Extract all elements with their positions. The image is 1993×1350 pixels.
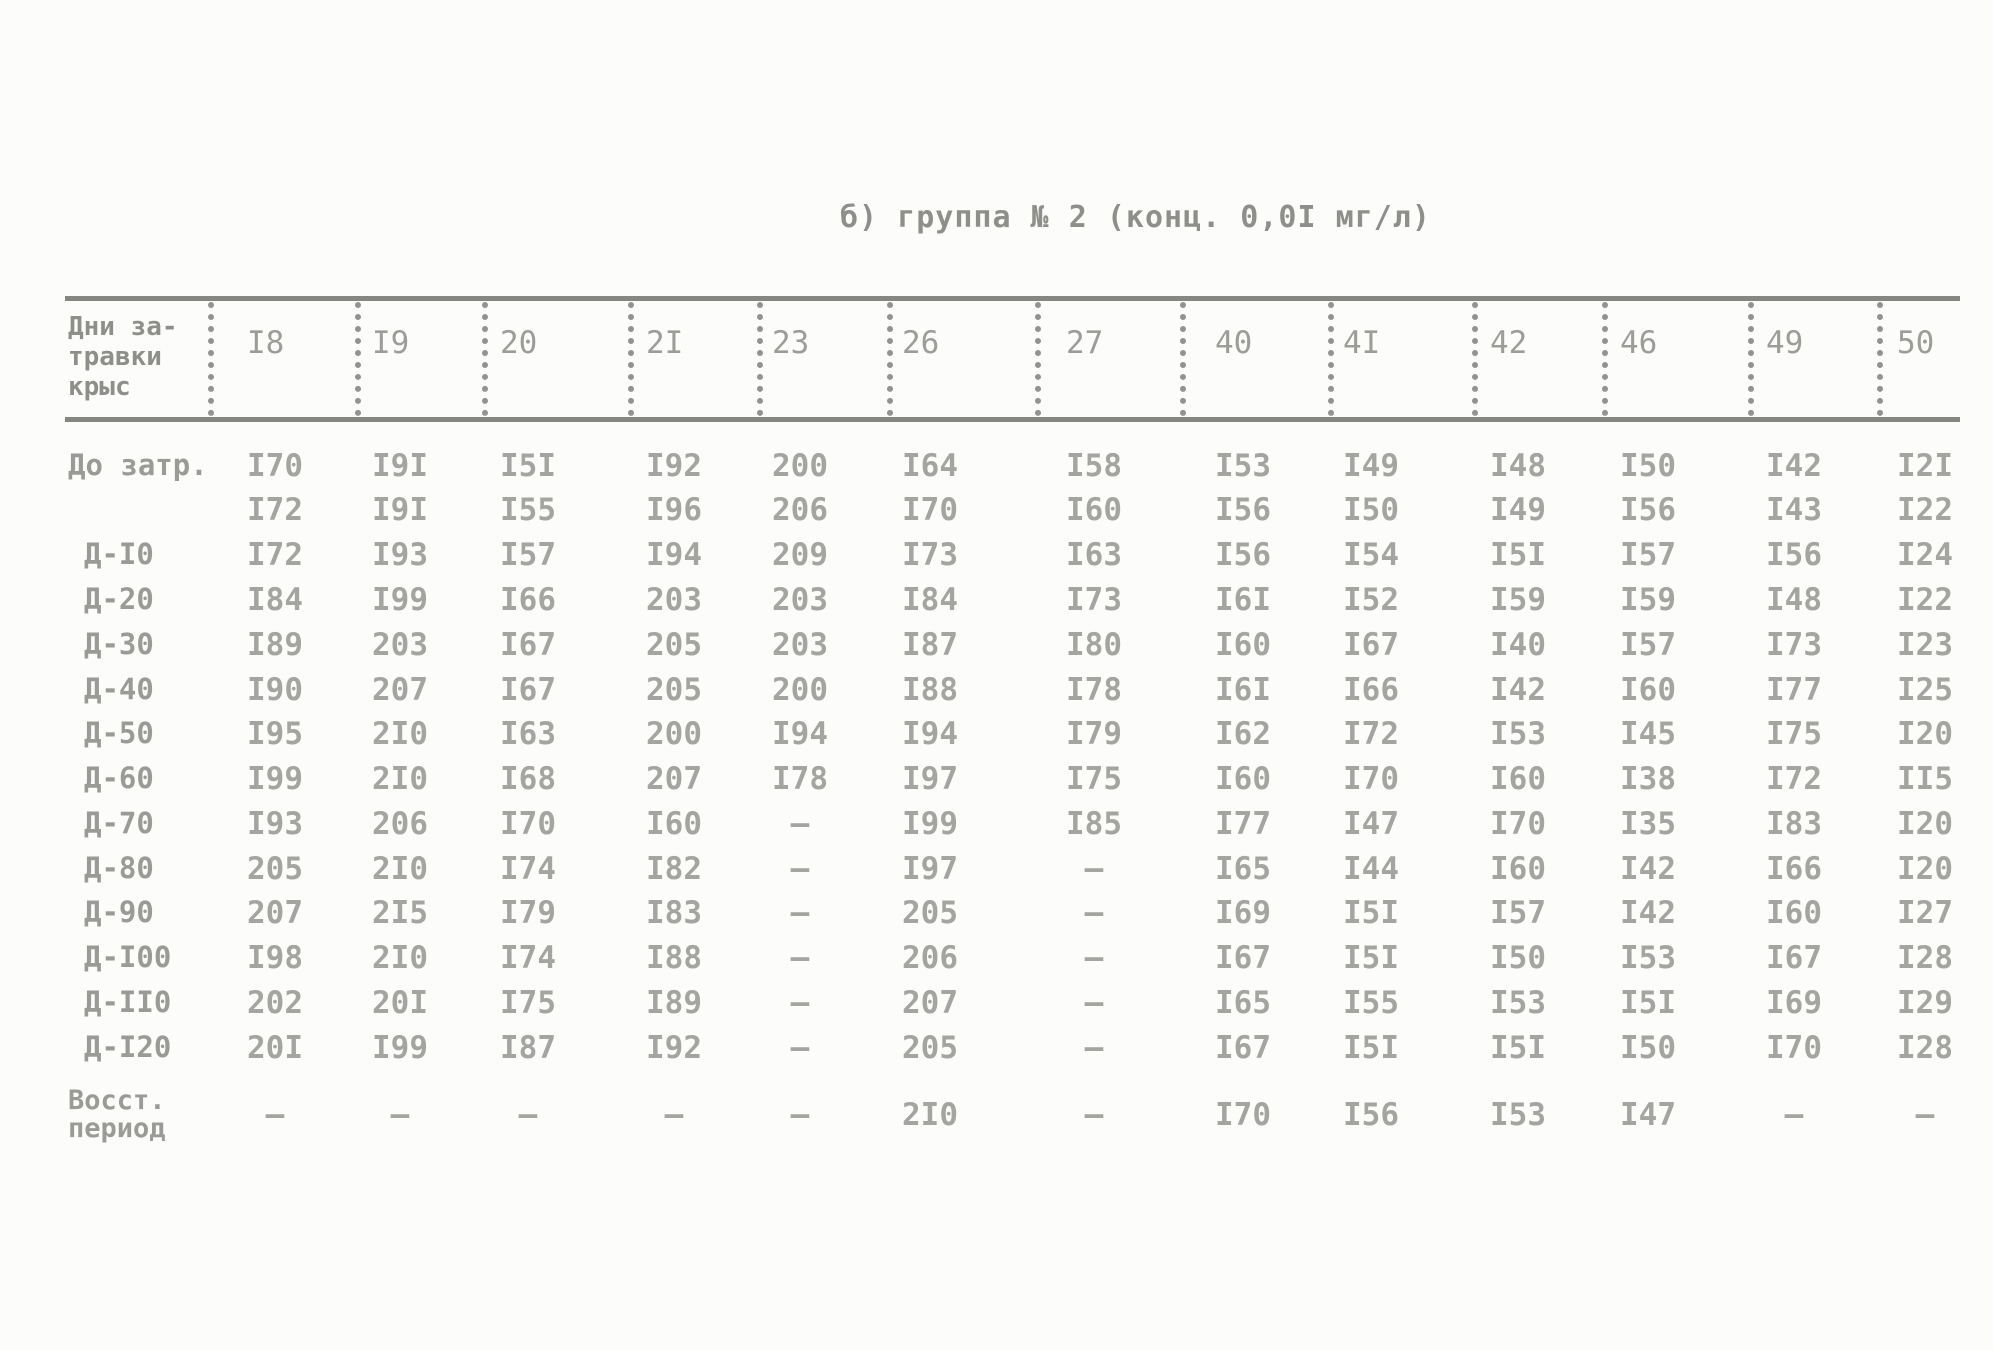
table-cell: I49 (1490, 492, 1546, 528)
table-cell: I83 (1766, 806, 1822, 842)
table-cell: I78 (772, 761, 828, 797)
table-cell: I92 (646, 448, 702, 484)
table-cell: I53 (1490, 1097, 1546, 1133)
table-cell: I80 (1066, 627, 1122, 663)
table-cell: I68 (500, 761, 556, 797)
table-cell: I97 (902, 761, 958, 797)
table-cell: I64 (902, 448, 958, 484)
table-cell: I57 (1620, 627, 1676, 663)
table-cell: I82 (646, 851, 702, 887)
table-cell: I23 (1897, 627, 1953, 663)
table-cell: I75 (500, 985, 556, 1021)
table-cell: I96 (646, 492, 702, 528)
table-cell: I79 (1066, 716, 1122, 752)
table-cell: 207 (902, 985, 958, 1021)
column-header: I8 (247, 325, 285, 361)
table-cell: I5I (1490, 537, 1546, 573)
column-separator (1472, 302, 1478, 416)
table-cell: I20 (1897, 851, 1953, 887)
table-cell: I52 (1343, 582, 1399, 618)
table-cell: I47 (1620, 1097, 1676, 1133)
table-cell: I83 (646, 895, 702, 931)
table-cell: I55 (500, 492, 556, 528)
page-title: б) группа № 2 (конц. 0,0I мг/л) (840, 200, 1431, 235)
row-label: Д-40 (84, 672, 154, 706)
table-cell: 203 (772, 582, 828, 618)
table-cell: I92 (646, 1030, 702, 1066)
table-cell: I57 (1490, 895, 1546, 931)
table-cell: I69 (1766, 985, 1822, 1021)
table-cell: 203 (772, 627, 828, 663)
table-cell: I5I (1620, 985, 1676, 1021)
table-cell: I20 (1897, 806, 1953, 842)
table-cell: – (790, 895, 810, 931)
table-cell: I60 (1066, 492, 1122, 528)
column-separator (1748, 302, 1754, 416)
row-label (68, 1087, 166, 1143)
table-cell: I67 (1343, 627, 1399, 663)
table-cell: I87 (500, 1030, 556, 1066)
table-cell: I67 (1215, 1030, 1271, 1066)
table-cell: I65 (1215, 851, 1271, 887)
table-cell: – (265, 1097, 285, 1133)
table-cell: I9I (372, 448, 428, 484)
table-cell: I99 (372, 1030, 428, 1066)
table-top-rule (65, 296, 1960, 301)
table-cell: 200 (772, 672, 828, 708)
table-cell: I48 (1490, 448, 1546, 484)
table-cell: 209 (772, 537, 828, 573)
table-cell: – (1784, 1097, 1804, 1133)
table-cell: – (790, 985, 810, 1021)
table-cell: 207 (646, 761, 702, 797)
table-cell: I56 (1766, 537, 1822, 573)
table-cell: I5I (1343, 1030, 1399, 1066)
table-cell: I73 (1766, 627, 1822, 663)
table-cell: I59 (1490, 582, 1546, 618)
row-label: Д-I00 (84, 940, 172, 974)
table-cell: II5 (1897, 761, 1953, 797)
table-cell: I56 (1620, 492, 1676, 528)
table-cell: – (790, 940, 810, 976)
table-cell: I72 (247, 492, 303, 528)
table-cell: 2I5 (372, 895, 428, 931)
table-cell: I43 (1766, 492, 1822, 528)
table-cell: I66 (500, 582, 556, 618)
table-cell: I60 (1766, 895, 1822, 931)
table-cell: I99 (902, 806, 958, 842)
table-cell: I94 (772, 716, 828, 752)
table-cell: I24 (1897, 537, 1953, 573)
row-label: Д-20 (84, 582, 154, 616)
column-separator (887, 302, 893, 416)
column-separator (628, 302, 634, 416)
row-label: Д-70 (84, 806, 154, 840)
table-cell: I72 (1343, 716, 1399, 752)
table-cell: I60 (1215, 761, 1271, 797)
table-cell: I5I (1490, 1030, 1546, 1066)
column-separator (1328, 302, 1334, 416)
column-header: 4I (1343, 325, 1381, 361)
table-cell: I60 (646, 806, 702, 842)
table-cell: – (1915, 1097, 1935, 1133)
table-cell: I93 (372, 537, 428, 573)
table-cell: I75 (1066, 761, 1122, 797)
table-header-rule (65, 417, 1960, 422)
table-cell: I58 (1066, 448, 1122, 484)
table-cell: I79 (500, 895, 556, 931)
table-cell: I89 (646, 985, 702, 1021)
column-header: 46 (1620, 325, 1658, 361)
table-cell: – (790, 1097, 810, 1133)
table-cell: 200 (772, 448, 828, 484)
table-cell: I28 (1897, 1030, 1953, 1066)
table-cell: I88 (646, 940, 702, 976)
table-cell: – (1084, 851, 1104, 887)
table-cell: 200 (646, 716, 702, 752)
table-cell: I25 (1897, 672, 1953, 708)
table-cell: I60 (1490, 851, 1546, 887)
table-cell: I70 (500, 806, 556, 842)
table-cell: I85 (1066, 806, 1122, 842)
column-header: 40 (1215, 325, 1253, 361)
table-cell: I42 (1766, 448, 1822, 484)
table-cell: I22 (1897, 492, 1953, 528)
table-cell: I99 (247, 761, 303, 797)
table-cell: I72 (247, 537, 303, 573)
table-cell: I28 (1897, 940, 1953, 976)
table-cell: I69 (1215, 895, 1271, 931)
table-cell: I70 (247, 448, 303, 484)
table-cell: I57 (500, 537, 556, 573)
table-cell: 2I0 (372, 851, 428, 887)
table-cell: I42 (1490, 672, 1546, 708)
column-separator (1035, 302, 1041, 416)
table-cell: I97 (902, 851, 958, 887)
column-header: 49 (1766, 325, 1804, 361)
table-cell: – (790, 806, 810, 842)
table-cell: I87 (902, 627, 958, 663)
table-cell: I73 (902, 537, 958, 573)
table-cell: 205 (646, 672, 702, 708)
table-cell: I63 (1066, 537, 1122, 573)
table-cell: 206 (772, 492, 828, 528)
column-header: 2I (646, 325, 684, 361)
row-label: До затр. (68, 448, 208, 482)
table-cell: I6I (1215, 672, 1271, 708)
row-label: Д-80 (84, 851, 154, 885)
table-cell: I67 (500, 627, 556, 663)
table-cell: I50 (1343, 492, 1399, 528)
table-cell: I53 (1215, 448, 1271, 484)
table-cell: I78 (1066, 672, 1122, 708)
table-cell: I74 (500, 851, 556, 887)
table-cell: I98 (247, 940, 303, 976)
table-cell: I60 (1490, 761, 1546, 797)
table-cell: I65 (1215, 985, 1271, 1021)
table-cell: I9I (372, 492, 428, 528)
table-cell: I60 (1215, 627, 1271, 663)
table-cell: I57 (1620, 537, 1676, 573)
table-cell: I5I (500, 448, 556, 484)
table-cell: I66 (1343, 672, 1399, 708)
table-cell: 206 (372, 806, 428, 842)
table-cell: I77 (1215, 806, 1271, 842)
corner-header-line: травки (68, 342, 162, 372)
row-label: Д-II0 (84, 985, 172, 1019)
table-cell: I6I (1215, 582, 1271, 618)
table-cell: 207 (247, 895, 303, 931)
row-label: Д-I0 (84, 537, 154, 571)
table-cell: I42 (1620, 851, 1676, 887)
table-cell: I48 (1766, 582, 1822, 618)
corner-header (68, 312, 178, 402)
table-cell: 2I0 (372, 761, 428, 797)
table-cell: I27 (1897, 895, 1953, 931)
table-cell: I70 (1215, 1097, 1271, 1133)
table-cell: – (1084, 1097, 1104, 1133)
table-cell: I84 (902, 582, 958, 618)
column-separator (1877, 302, 1883, 416)
table-cell: I59 (1620, 582, 1676, 618)
table-cell: I44 (1343, 851, 1399, 887)
table-cell: I22 (1897, 582, 1953, 618)
table-cell: I70 (902, 492, 958, 528)
table-cell: I94 (646, 537, 702, 573)
column-header: I9 (372, 325, 410, 361)
row-label: Д-50 (84, 716, 154, 750)
column-separator (208, 302, 214, 416)
table-cell: 205 (646, 627, 702, 663)
table-cell: I5I (1343, 940, 1399, 976)
table-cell: I99 (372, 582, 428, 618)
table-cell: 2I0 (902, 1097, 958, 1133)
row-label-line: Восст. (68, 1085, 166, 1116)
table-cell: 207 (372, 672, 428, 708)
table-cell: 203 (646, 582, 702, 618)
table-cell: 2I0 (372, 940, 428, 976)
table-cell: I93 (247, 806, 303, 842)
table-cell: I67 (1215, 940, 1271, 976)
table-cell: 20I (372, 985, 428, 1021)
corner-header-line: Дни за- (68, 312, 178, 342)
table-cell: I66 (1766, 851, 1822, 887)
column-separator (1180, 302, 1186, 416)
table-cell: – (1084, 895, 1104, 931)
table-cell: I63 (500, 716, 556, 752)
table-cell: I53 (1490, 716, 1546, 752)
corner-header-line: крыс (68, 372, 131, 402)
row-label: Д-I20 (84, 1030, 172, 1064)
table-cell: I94 (902, 716, 958, 752)
table-cell: – (790, 1030, 810, 1066)
table-cell: I5I (1343, 895, 1399, 931)
table-cell: I88 (902, 672, 958, 708)
column-header: 42 (1490, 325, 1528, 361)
table-cell: I89 (247, 627, 303, 663)
table-cell: 2I0 (372, 716, 428, 752)
table-cell: I77 (1766, 672, 1822, 708)
table-cell: I50 (1490, 940, 1546, 976)
table-cell: I55 (1343, 985, 1399, 1021)
table-cell: I72 (1766, 761, 1822, 797)
table-cell: I70 (1766, 1030, 1822, 1066)
table-cell: 206 (902, 940, 958, 976)
column-separator (1602, 302, 1608, 416)
table-cell: I20 (1897, 716, 1953, 752)
table-cell: 203 (372, 627, 428, 663)
table-cell: – (1084, 1030, 1104, 1066)
table-cell: I56 (1215, 537, 1271, 573)
column-separator (355, 302, 361, 416)
table-cell: I29 (1897, 985, 1953, 1021)
table-cell: – (518, 1097, 538, 1133)
table-cell: 205 (902, 1030, 958, 1066)
table-cell: 205 (247, 851, 303, 887)
column-separator (757, 302, 763, 416)
table-cell: – (790, 851, 810, 887)
table-cell: I50 (1620, 1030, 1676, 1066)
table-cell: 205 (902, 895, 958, 931)
table-cell: I45 (1620, 716, 1676, 752)
table-cell: I40 (1490, 627, 1546, 663)
table-cell: I67 (500, 672, 556, 708)
table-cell: – (1084, 940, 1104, 976)
table-cell: I60 (1620, 672, 1676, 708)
table-cell: – (1084, 985, 1104, 1021)
column-separator (482, 302, 488, 416)
table-cell: I56 (1215, 492, 1271, 528)
table-cell: I84 (247, 582, 303, 618)
table-cell: I54 (1343, 537, 1399, 573)
column-header: 26 (902, 325, 940, 361)
table-cell: I95 (247, 716, 303, 752)
table-cell: I70 (1490, 806, 1546, 842)
table-cell: I53 (1620, 940, 1676, 976)
table-cell: I75 (1766, 716, 1822, 752)
table-cell: I38 (1620, 761, 1676, 797)
table-cell: I35 (1620, 806, 1676, 842)
column-header: 23 (772, 325, 810, 361)
column-header: 27 (1066, 325, 1104, 361)
table-cell: I62 (1215, 716, 1271, 752)
table-cell: I47 (1343, 806, 1399, 842)
row-label: Д-30 (84, 627, 154, 661)
row-label-line: период (68, 1113, 166, 1144)
table-cell: I70 (1343, 761, 1399, 797)
row-label: Д-90 (84, 895, 154, 929)
table-cell: I49 (1343, 448, 1399, 484)
table-cell: I42 (1620, 895, 1676, 931)
column-header: 50 (1897, 325, 1935, 361)
table-cell: 20I (247, 1030, 303, 1066)
table-cell: I67 (1766, 940, 1822, 976)
column-header: 20 (500, 325, 538, 361)
table-cell: I90 (247, 672, 303, 708)
table-cell: I2I (1897, 448, 1953, 484)
table-cell: I50 (1620, 448, 1676, 484)
table-cell: – (664, 1097, 684, 1133)
table-cell: I73 (1066, 582, 1122, 618)
table-cell: I56 (1343, 1097, 1399, 1133)
row-label: Д-60 (84, 761, 154, 795)
table-cell: I74 (500, 940, 556, 976)
table-cell: I53 (1490, 985, 1546, 1021)
table-cell: 202 (247, 985, 303, 1021)
table-cell: – (390, 1097, 410, 1133)
